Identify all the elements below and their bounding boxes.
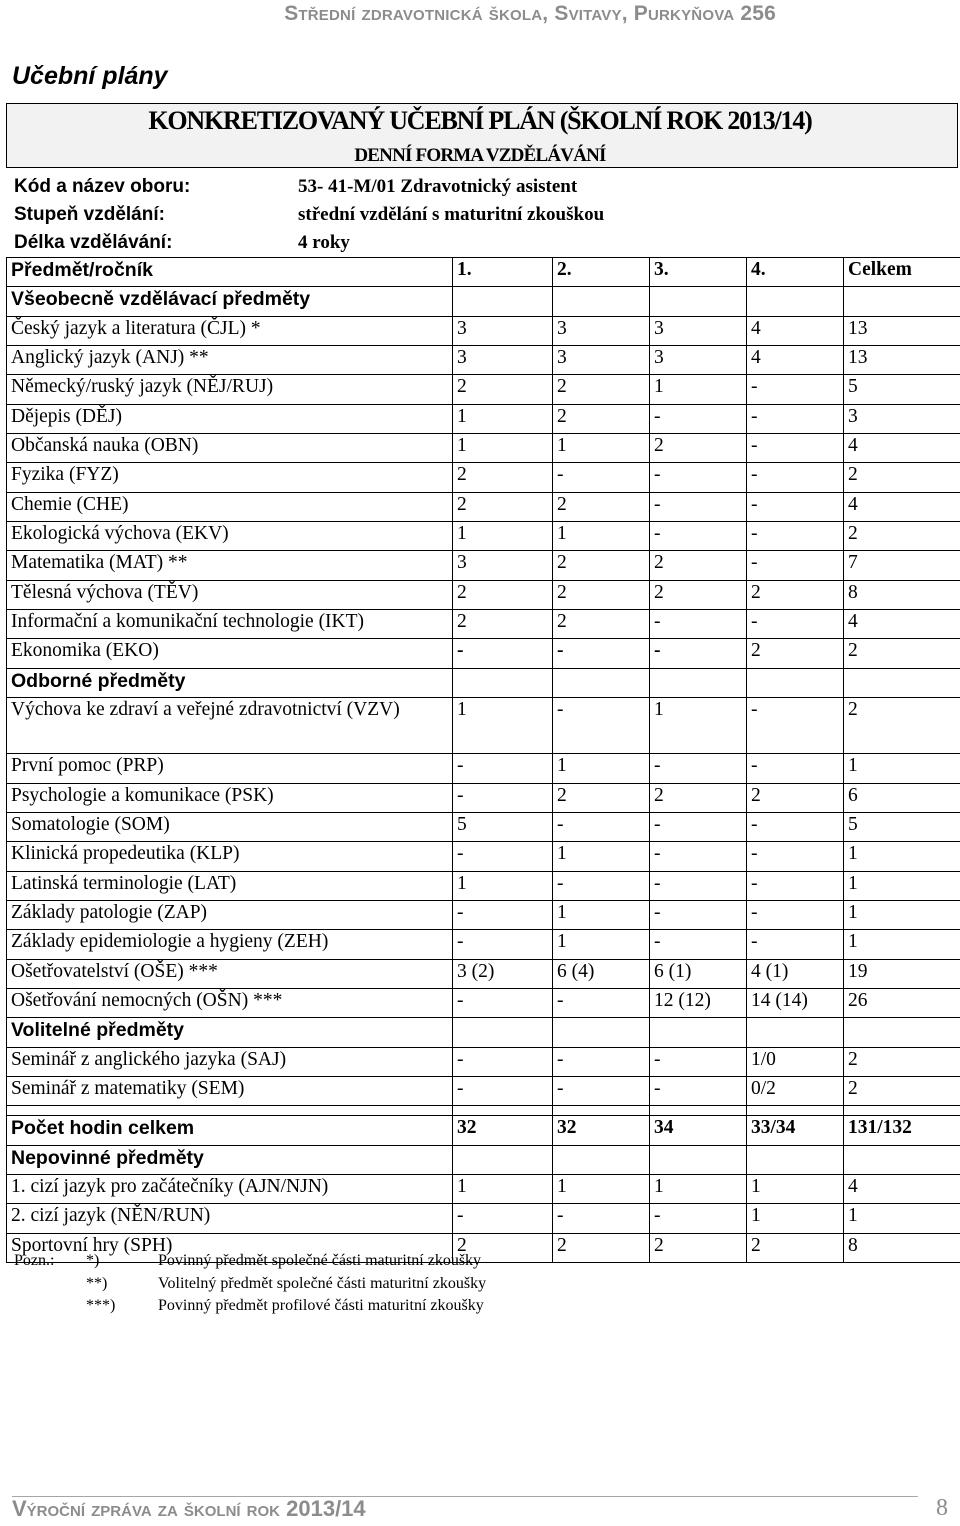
- notes-label: Pozn.:: [14, 1252, 55, 1269]
- note-text: Volitelný předmět společné části maturitní zkoušky: [158, 1274, 487, 1292]
- header-total: Celkem: [844, 258, 960, 287]
- subject-name: Český jazyk a literatura (ČJL) *: [7, 316, 453, 345]
- subject-name: 1. cizí jazyk pro začátečníky (AJN/NJN): [7, 1174, 453, 1203]
- year-4-cell: 14 (14): [747, 988, 844, 1017]
- year-1-cell: -: [453, 783, 553, 812]
- subject-name: Občanská nauka (OBN): [7, 434, 453, 463]
- group-row: [7, 1018, 960, 1047]
- subject-row: [7, 639, 960, 668]
- year-2-cell: 3: [553, 316, 650, 345]
- year-2-cell: -: [553, 871, 650, 900]
- total-cell: 2: [844, 698, 960, 754]
- year-1-cell: 3: [453, 346, 553, 375]
- year-1-cell: 3 (2): [453, 959, 553, 988]
- subject-name: Sportovní hry (SPH): [7, 1233, 453, 1262]
- year-1-cell: 1: [453, 1174, 553, 1203]
- subject-row: [7, 346, 960, 375]
- year-4-cell: 4 (1): [747, 959, 844, 988]
- subject-row: [7, 522, 960, 551]
- year-4-cell: 1: [747, 1174, 844, 1203]
- year-2-cell: [553, 668, 650, 697]
- year-1-cell: -: [453, 930, 553, 959]
- year-1-cell: 32: [453, 1116, 553, 1145]
- subject-name: Ekologická výchova (EKV): [7, 522, 453, 551]
- subject-row: [7, 610, 960, 639]
- year-1-cell: 1: [453, 434, 553, 463]
- year-2-cell: 2: [553, 404, 650, 433]
- total-cell: 1: [844, 842, 960, 871]
- total-cell: 6: [844, 783, 960, 812]
- subject-row: [7, 959, 960, 988]
- year-2-cell: 2: [553, 375, 650, 404]
- year-3-cell: -: [650, 610, 747, 639]
- total-cell: 13: [844, 346, 960, 375]
- year-2-cell: -: [553, 988, 650, 1017]
- year-4-cell: -: [747, 551, 844, 580]
- year-2-cell: -: [553, 1047, 650, 1076]
- year-1-cell: -: [453, 754, 553, 783]
- info-value-field: 53- 41-M/01 Zdravotnický asistent: [298, 176, 578, 197]
- year-3-cell: 3: [650, 316, 747, 345]
- year-4-cell: 2: [747, 783, 844, 812]
- subject-row: [7, 900, 960, 929]
- note-text: Povinný předmět společné části maturitní zkoušky: [158, 1252, 482, 1269]
- subject-row: [7, 871, 960, 900]
- info-value-length: 4 roky: [298, 232, 350, 253]
- total-cell: 8: [844, 580, 960, 609]
- subject-row: [7, 842, 960, 871]
- subject-row: [7, 1174, 960, 1203]
- year-2-cell: [553, 1106, 650, 1116]
- year-4-cell: 4: [747, 316, 844, 345]
- total-cell: 2: [844, 639, 960, 668]
- year-4-cell: [747, 668, 844, 697]
- subject-row: [7, 754, 960, 783]
- year-2-cell: -: [553, 698, 650, 754]
- subject-row: [7, 551, 960, 580]
- school-header: Střední zdravotnická škola, Svitavy, Purkyňova 256: [284, 2, 776, 25]
- year-2-cell: 2: [553, 1233, 650, 1262]
- year-4-cell: 4: [747, 346, 844, 375]
- year-4-cell: 2: [747, 580, 844, 609]
- year-3-cell: [650, 1018, 747, 1047]
- subject-name: Počet hodin celkem: [7, 1116, 453, 1145]
- year-4-cell: -: [747, 492, 844, 521]
- header-year-4: 4.: [747, 258, 844, 287]
- year-2-cell: 3: [553, 346, 650, 375]
- plan-title: KONKRETIZOVANÝ UČEBNÍ PLÁN (ŠKOLNÍ ROK 2013/14): [148, 106, 812, 135]
- subject-name: Základy epidemiologie a hygieny (ZEH): [7, 930, 453, 959]
- total-cell: 1: [844, 930, 960, 959]
- header-year-1: 1.: [453, 258, 553, 287]
- year-2-cell: 6 (4): [553, 959, 650, 988]
- total-cell: 4: [844, 492, 960, 521]
- total-cell: 131/132: [844, 1116, 960, 1145]
- subject-row: [7, 1204, 960, 1233]
- note-mark: ***): [86, 1297, 116, 1314]
- year-2-cell: 1: [553, 522, 650, 551]
- year-1-cell: 1: [453, 522, 553, 551]
- year-2-cell: [553, 287, 650, 316]
- year-3-cell: 2: [650, 580, 747, 609]
- year-2-cell: 2: [553, 551, 650, 580]
- group-row: [7, 668, 960, 697]
- subject-row: [7, 463, 960, 492]
- total-row: [7, 1116, 960, 1145]
- subject-name: Německý/ruský jazyk (NĚJ/RUJ): [7, 375, 453, 404]
- year-4-cell: 1: [747, 1204, 844, 1233]
- total-cell: 5: [844, 375, 960, 404]
- year-2-cell: 1: [553, 842, 650, 871]
- subject-name: Psychologie a komunikace (PSK): [7, 783, 453, 812]
- subject-row: [7, 930, 960, 959]
- year-4-cell: -: [747, 842, 844, 871]
- subject-row: [7, 434, 960, 463]
- total-cell: 4: [844, 1174, 960, 1203]
- header-subject: Předmět/ročník: [7, 258, 453, 287]
- subject-row: [7, 492, 960, 521]
- year-3-cell: -: [650, 639, 747, 668]
- plan-subtitle: DENNÍ FORMA VZDĚLÁVÁNÍ: [354, 145, 606, 166]
- year-2-cell: -: [553, 1204, 650, 1233]
- year-3-cell: 2: [650, 783, 747, 812]
- subject-row: [7, 580, 960, 609]
- year-3-cell: -: [650, 930, 747, 959]
- info-label-level: Stupeň vzdělání:: [14, 204, 165, 225]
- total-cell: [844, 287, 960, 316]
- subject-row: [7, 698, 960, 754]
- year-4-cell: -: [747, 812, 844, 841]
- table-header-row: [7, 258, 960, 287]
- curriculum-table: [6, 257, 960, 1263]
- total-cell: 2: [844, 1076, 960, 1105]
- subject-row: [7, 812, 960, 841]
- year-4-cell: -: [747, 522, 844, 551]
- subject-name: Výchova ke zdraví a veřejné zdravotnictví (VZV): [7, 698, 453, 754]
- subject-name: Klinická propedeutika (KLP): [7, 842, 453, 871]
- year-3-cell: -: [650, 900, 747, 929]
- total-cell: 26: [844, 988, 960, 1017]
- curriculum-table-body: [7, 258, 960, 1263]
- year-3-cell: -: [650, 1047, 747, 1076]
- year-4-cell: -: [747, 900, 844, 929]
- year-2-cell: 2: [553, 580, 650, 609]
- header-year-2: 2.: [553, 258, 650, 287]
- subject-name: Seminář z matematiky (SEM): [7, 1076, 453, 1105]
- total-cell: 2: [844, 522, 960, 551]
- footer-title: Výroční zpráva za školní rok 2013/14: [12, 1496, 366, 1521]
- year-3-cell: 1: [650, 1174, 747, 1203]
- year-3-cell: -: [650, 842, 747, 871]
- year-3-cell: 34: [650, 1116, 747, 1145]
- total-cell: 7: [844, 551, 960, 580]
- year-3-cell: -: [650, 754, 747, 783]
- year-1-cell: 1: [453, 871, 553, 900]
- group-name: Všeobecně vzdělávací předměty: [7, 287, 453, 316]
- year-2-cell: -: [553, 463, 650, 492]
- note-mark: **): [86, 1274, 108, 1292]
- subject-name: První pomoc (PRP): [7, 754, 453, 783]
- year-3-cell: -: [650, 463, 747, 492]
- subject-name: Ošetřování nemocných (OŠN) ***: [7, 988, 453, 1017]
- year-1-cell: 5: [453, 812, 553, 841]
- total-cell: 2: [844, 1047, 960, 1076]
- year-4-cell: -: [747, 375, 844, 404]
- subject-name: Ekonomika (EKO): [7, 639, 453, 668]
- info-label-length: Délka vzdělávání:: [14, 232, 173, 253]
- year-3-cell: -: [650, 522, 747, 551]
- section-title: Učební plány: [12, 62, 168, 90]
- year-3-cell: -: [650, 871, 747, 900]
- year-1-cell: 1: [453, 404, 553, 433]
- total-cell: 2: [844, 463, 960, 492]
- header-year-3: 3.: [650, 258, 747, 287]
- year-4-cell: 33/34: [747, 1116, 844, 1145]
- spacer-row: [7, 1106, 960, 1116]
- year-3-cell: -: [650, 1204, 747, 1233]
- year-4-cell: 1/0: [747, 1047, 844, 1076]
- year-4-cell: [747, 1145, 844, 1174]
- total-cell: [844, 1145, 960, 1174]
- year-1-cell: -: [453, 900, 553, 929]
- year-1-cell: 2: [453, 610, 553, 639]
- total-cell: 4: [844, 434, 960, 463]
- subject-name: [7, 1106, 453, 1116]
- subject-name: Fyzika (FYZ): [7, 463, 453, 492]
- subject-name: Ošetřovatelství (OŠE) ***: [7, 959, 453, 988]
- subject-row: [7, 1076, 960, 1105]
- year-2-cell: [553, 1145, 650, 1174]
- year-4-cell: -: [747, 930, 844, 959]
- year-1-cell: -: [453, 842, 553, 871]
- total-cell: 8: [844, 1233, 960, 1262]
- subject-row: [7, 988, 960, 1017]
- year-3-cell: [650, 1145, 747, 1174]
- year-3-cell: [650, 287, 747, 316]
- year-3-cell: 1: [650, 375, 747, 404]
- total-cell: 1: [844, 754, 960, 783]
- year-1-cell: [453, 668, 553, 697]
- group-row: [7, 1145, 960, 1174]
- group-name: Nepovinné předměty: [7, 1145, 453, 1174]
- year-4-cell: -: [747, 463, 844, 492]
- total-cell: 13: [844, 316, 960, 345]
- year-1-cell: -: [453, 1047, 553, 1076]
- subject-name: Informační a komunikační technologie (IKT): [7, 610, 453, 639]
- year-1-cell: 2: [453, 1233, 553, 1262]
- year-3-cell: -: [650, 492, 747, 521]
- subject-name: Matematika (MAT) **: [7, 551, 453, 580]
- group-row: [7, 287, 960, 316]
- subject-name: Tělesná výchova (TĚV): [7, 580, 453, 609]
- year-3-cell: -: [650, 812, 747, 841]
- year-4-cell: 2: [747, 639, 844, 668]
- year-3-cell: 6 (1): [650, 959, 747, 988]
- year-4-cell: -: [747, 610, 844, 639]
- year-3-cell: -: [650, 1076, 747, 1105]
- year-4-cell: -: [747, 698, 844, 754]
- year-4-cell: -: [747, 754, 844, 783]
- year-1-cell: -: [453, 639, 553, 668]
- year-4-cell: -: [747, 434, 844, 463]
- subject-row: [7, 1047, 960, 1076]
- year-2-cell: 32: [553, 1116, 650, 1145]
- subject-row: [7, 316, 960, 345]
- group-name: Volitelné předměty: [7, 1018, 453, 1047]
- year-2-cell: -: [553, 1076, 650, 1105]
- total-cell: 1: [844, 871, 960, 900]
- year-2-cell: 1: [553, 930, 650, 959]
- year-3-cell: -: [650, 404, 747, 433]
- year-4-cell: 2: [747, 1233, 844, 1262]
- subject-row: [7, 783, 960, 812]
- page-number: 8: [936, 1495, 948, 1521]
- info-label-field: Kód a název oboru:: [14, 176, 191, 197]
- info-value-level: střední vzdělání s maturitní zkouškou: [298, 204, 605, 225]
- total-cell: 5: [844, 812, 960, 841]
- subject-name: Somatologie (SOM): [7, 812, 453, 841]
- total-cell: 4: [844, 610, 960, 639]
- year-4-cell: 0/2: [747, 1076, 844, 1105]
- year-3-cell: 3: [650, 346, 747, 375]
- year-1-cell: 2: [453, 580, 553, 609]
- year-2-cell: 2: [553, 492, 650, 521]
- year-2-cell: 1: [553, 434, 650, 463]
- total-cell: [844, 1106, 960, 1116]
- subject-name: Latinská terminologie (LAT): [7, 871, 453, 900]
- year-3-cell: 2: [650, 434, 747, 463]
- year-1-cell: -: [453, 1076, 553, 1105]
- year-1-cell: [453, 1018, 553, 1047]
- total-cell: 1: [844, 1204, 960, 1233]
- year-4-cell: [747, 1018, 844, 1047]
- subject-row: [7, 375, 960, 404]
- year-1-cell: 1: [453, 698, 553, 754]
- subject-name: Základy patologie (ZAP): [7, 900, 453, 929]
- year-3-cell: 12 (12): [650, 988, 747, 1017]
- year-4-cell: [747, 1106, 844, 1116]
- year-1-cell: 3: [453, 316, 553, 345]
- year-1-cell: 2: [453, 492, 553, 521]
- year-3-cell: [650, 1106, 747, 1116]
- year-4-cell: -: [747, 404, 844, 433]
- year-2-cell: [553, 1018, 650, 1047]
- year-3-cell: 2: [650, 551, 747, 580]
- year-1-cell: 2: [453, 375, 553, 404]
- year-1-cell: [453, 1145, 553, 1174]
- year-1-cell: [453, 287, 553, 316]
- year-1-cell: [453, 1106, 553, 1116]
- year-3-cell: 1: [650, 698, 747, 754]
- year-2-cell: -: [553, 639, 650, 668]
- year-1-cell: 3: [453, 551, 553, 580]
- subject-row: [7, 404, 960, 433]
- year-2-cell: 2: [553, 783, 650, 812]
- year-1-cell: -: [453, 988, 553, 1017]
- year-4-cell: -: [747, 871, 844, 900]
- year-4-cell: [747, 287, 844, 316]
- year-3-cell: 2: [650, 1233, 747, 1262]
- total-cell: 19: [844, 959, 960, 988]
- year-2-cell: 2: [553, 610, 650, 639]
- year-1-cell: 2: [453, 463, 553, 492]
- total-cell: [844, 1018, 960, 1047]
- note-text: Povinný předmět profilové části maturitní zkoušky: [158, 1297, 484, 1314]
- total-cell: 3: [844, 404, 960, 433]
- note-mark: *): [86, 1252, 100, 1269]
- total-cell: 1: [844, 900, 960, 929]
- subject-name: Anglický jazyk (ANJ) **: [7, 346, 453, 375]
- subject-name: Dějepis (DĚJ): [7, 404, 453, 433]
- year-2-cell: -: [553, 812, 650, 841]
- group-name: Odborné předměty: [7, 668, 453, 697]
- subject-row: [7, 1233, 960, 1262]
- subject-name: Chemie (CHE): [7, 492, 453, 521]
- year-1-cell: -: [453, 1204, 553, 1233]
- subject-name: Seminář z anglického jazyka (SAJ): [7, 1047, 453, 1076]
- year-2-cell: 1: [553, 1174, 650, 1203]
- subject-name: 2. cizí jazyk (NĚN/RUN): [7, 1204, 453, 1233]
- year-2-cell: 1: [553, 754, 650, 783]
- total-cell: [844, 668, 960, 697]
- year-2-cell: 1: [553, 900, 650, 929]
- year-3-cell: [650, 668, 747, 697]
